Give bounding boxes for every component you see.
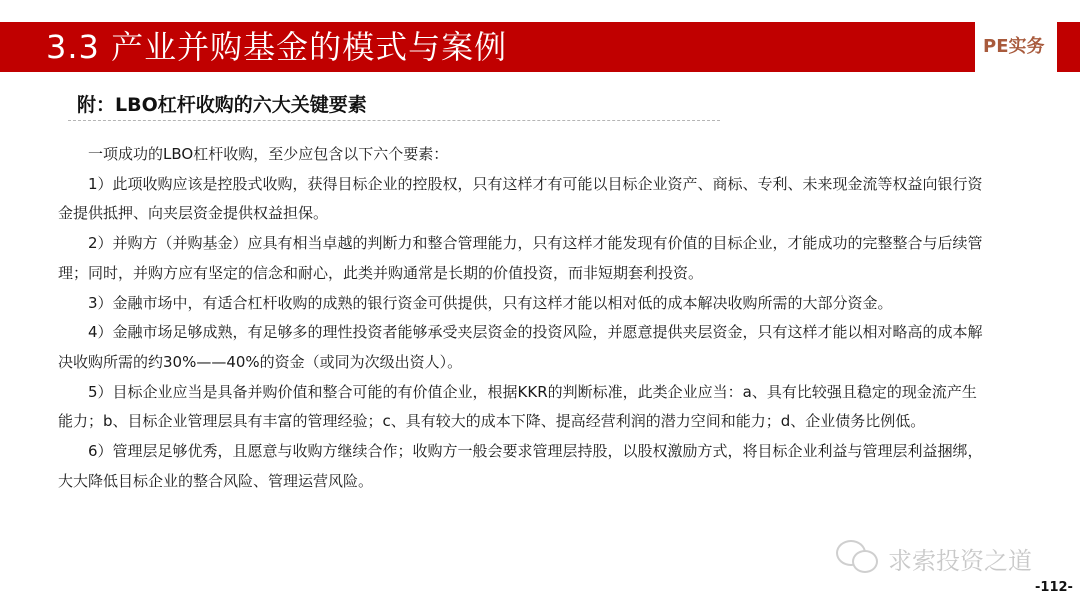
page-number: -112-	[1035, 580, 1073, 595]
section-heading: 附：LBO杠杆收购的六大关键要素	[77, 94, 367, 116]
title-accent-block	[1057, 22, 1080, 72]
brand-tag: PE实务	[983, 36, 1045, 57]
watermark-text: 求索投资之道	[888, 546, 1032, 575]
watermark	[836, 540, 1032, 576]
list-item: 6）管理层足够优秀，且愿意与收购方继续合作；收购方一般会要求管理层持股，以股权激励方式，将目标企业利益与管理层利益捆绑，大大降低目标企业的整合风险、管理运营风险。	[58, 442, 983, 490]
section-divider	[68, 120, 720, 121]
intro-paragraph: 一项成功的LBO杠杆收购，至少应包含以下六个要素：	[88, 145, 449, 163]
list-item: 3）金融市场中，有适合杠杆收购的成熟的银行资金可供提供，只有这样才能以相对低的成本解决收购所需的大部分资金。	[88, 293, 893, 312]
list-item: 2）并购方（并购基金）应具有相当卓越的判断力和整合管理能力，只有这样才能发现有价值的目标企业，才能成功的完整整合与后续管理；同时，并购方应有坚定的信念和耐心，此类并购通常是长期的价值投资，而非短期套利投资。	[58, 234, 983, 282]
list-item: 4）金融市场足够成熟，有足够多的理性投资者能够承受夹层资金的投资风险，并愿意提供夹层资金，只有这样才能以相对略高的成本解决收购所需的约30%——40%的资金（或同为次级出资人）。	[58, 323, 983, 371]
chat-bubble-small	[852, 550, 878, 573]
list-item: 5）目标企业应当是具备并购价值和整合可能的有价值企业，根据KKR的判断标准，此类企业应当：a、具有比较强且稳定的现金流产生能力；b、目标企业管理层具有丰富的管理经验；c、具有较大的成本下降、提高经营利润的潜力空间和能力；d、企业债务比例低。	[58, 382, 977, 431]
wechat-icon	[836, 540, 880, 576]
body-text	[58, 140, 988, 496]
list-item: 1）此项收购应该是控股式收购，获得目标企业的控股权，只有这样才有可能以目标企业资产、商标、专利、未来现金流等权益向银行资金提供抵押、向夹层资金提供权益担保。	[58, 174, 983, 223]
slide-title: 3.3 产业并购基金的模式与案例	[46, 28, 508, 66]
